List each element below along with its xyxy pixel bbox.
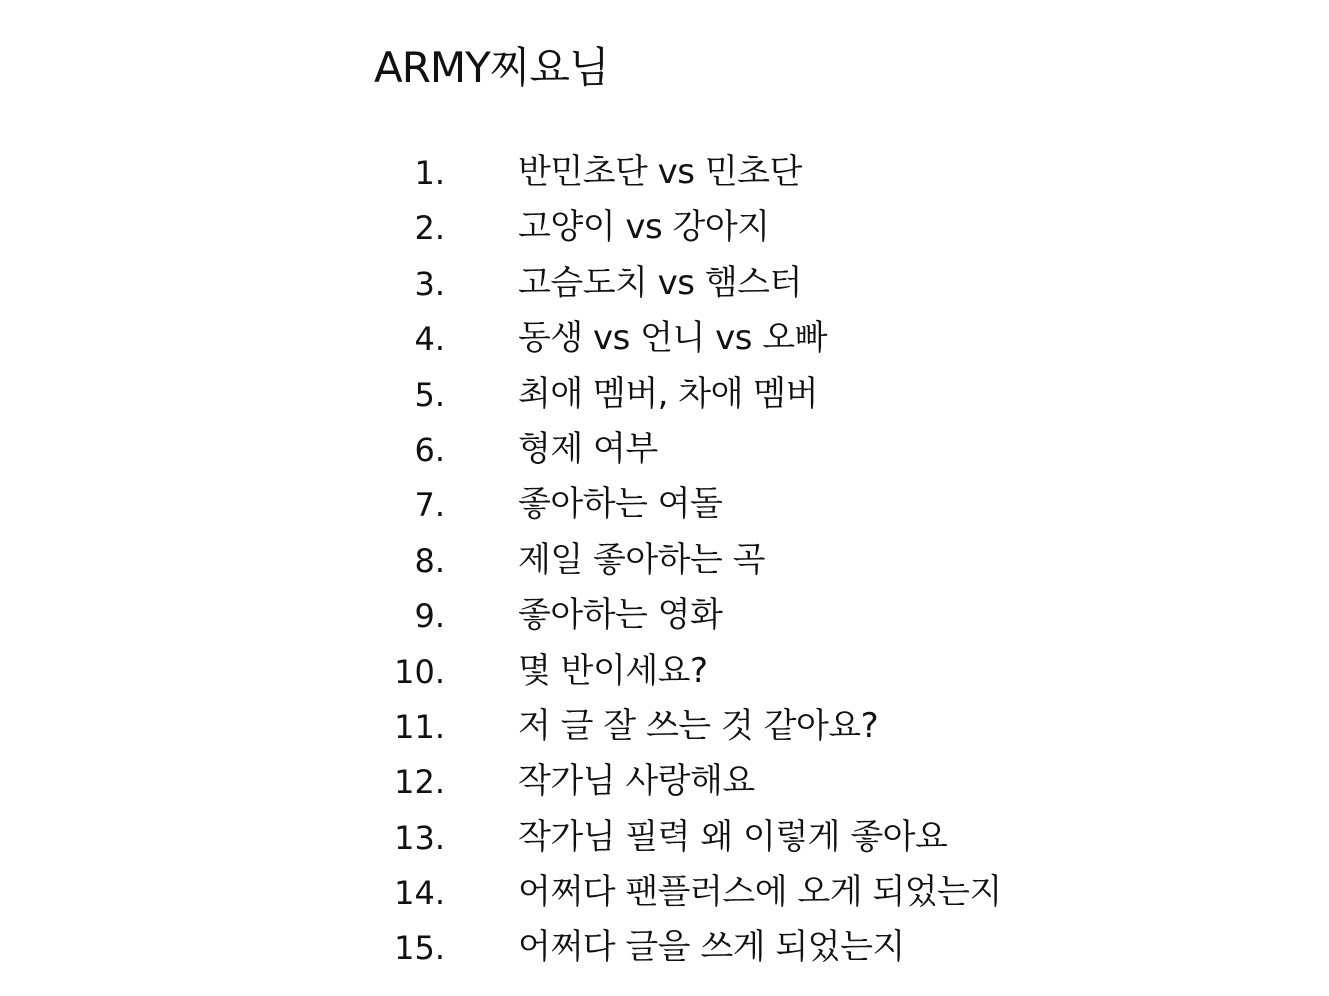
page-title: ARMY찌요님 [374,43,609,92]
item-text: 고양이 vs 강아지 [518,207,770,248]
item-number: 15. [394,929,445,968]
item-number: 8. [414,541,445,580]
item-text: 최애 멤버, 차애 멤버 [518,373,818,414]
item-number: 12. [394,763,445,802]
item-number: 13. [394,818,445,857]
list-item [0,588,1329,643]
list-item [0,145,1329,200]
item-text: 동생 vs 언니 vs 오빠 [518,318,827,359]
item-text: 저 글 잘 쓰는 것 같아요? [518,705,879,746]
item-text: 고슴도치 vs 햄스터 [518,262,802,303]
list-item [0,810,1329,865]
item-text: 작가님 사랑해요 [518,761,755,802]
item-number: 3. [414,264,445,303]
item-text: 반민초단 vs 민초단 [518,152,802,192]
list-item [0,256,1329,311]
list-item [0,699,1329,754]
item-number: 14. [394,874,445,913]
item-text: 어쩌다 글을 쓰게 되었는지 [518,927,905,968]
item-number: 1. [414,154,445,192]
question-list [0,145,1329,976]
item-text: 작가님 필력 왜 이렇게 좋아요 [518,816,948,857]
list-item [0,422,1329,477]
list-item [0,754,1329,809]
item-number: 5. [414,375,445,414]
item-text: 좋아하는 영화 [518,595,723,636]
item-text: 형제 여부 [518,428,658,469]
item-number: 4. [414,320,445,359]
item-number: 9. [414,597,445,636]
list-item [0,920,1329,975]
list-item [0,644,1329,699]
item-number: 7. [414,486,445,525]
item-number: 11. [394,707,445,746]
list-item [0,533,1329,588]
list-item [0,367,1329,422]
list-item [0,477,1329,532]
item-text: 몇 반이세요? [518,650,708,691]
item-number: 10. [394,652,445,691]
list-item [0,311,1329,366]
item-text: 좋아하는 여돌 [518,484,723,525]
item-text: 어쩌다 팬플러스에 오게 되었는지 [518,872,1002,913]
item-number: 6. [414,430,445,469]
item-text: 제일 좋아하는 곡 [518,539,766,580]
item-number: 2. [414,209,445,248]
list-item [0,200,1329,255]
list-item [0,865,1329,920]
